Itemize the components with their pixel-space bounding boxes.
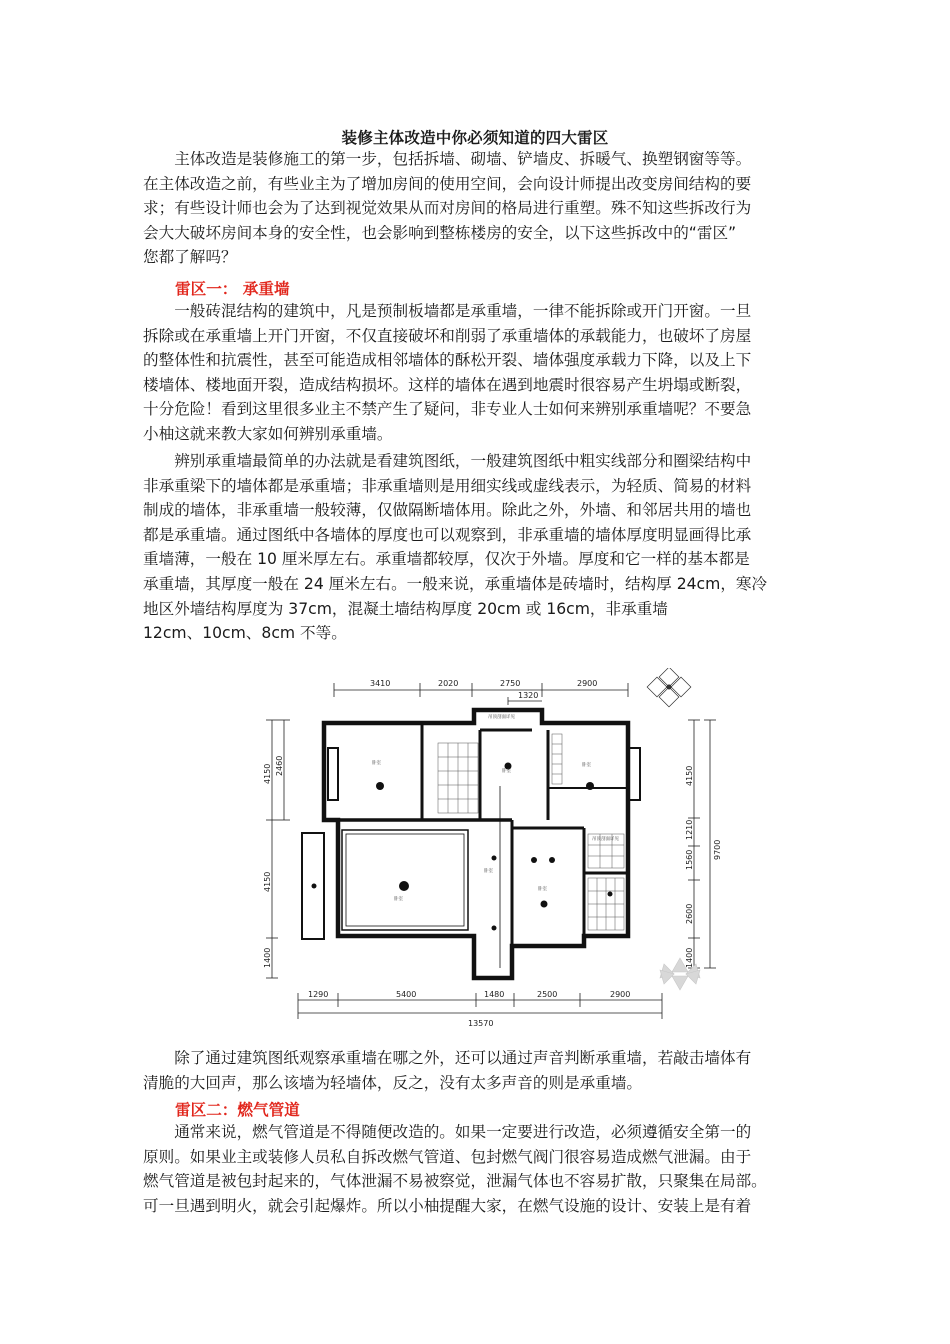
page-title: 装修主体改造中你必须知道的四大雷区	[341, 129, 609, 147]
dim-label: 1210	[685, 819, 694, 840]
floor-plan-drawing	[262, 668, 728, 1028]
text-line: 小柚这就来教大家如何辨别承重墙。	[143, 424, 393, 443]
dim-label: 4150	[685, 765, 694, 786]
room-label: 卧室	[502, 769, 511, 774]
dim-label: 2900	[577, 679, 598, 688]
compass-icon	[647, 668, 691, 707]
room-label: 卧室	[538, 887, 547, 892]
room-labels	[372, 713, 619, 902]
dim-label: 4150	[263, 871, 272, 892]
section1-paragraph-2	[143, 449, 809, 646]
text-line: 都是承重墙。通过图纸中各墙体的厚度也可以观察到，非承重墙的墙体厚度明显画得比承	[143, 525, 752, 544]
dim-label: 3410	[370, 679, 391, 688]
dim-label: 1560	[685, 849, 694, 870]
text-line: 制成的墙体，非承重墙一般较薄，仅做隔断墙体用。除此之外，外墙、和邻居共用的墙也	[143, 501, 752, 520]
dimension-lines	[266, 683, 716, 1019]
text-line: 您都了解吗？	[143, 248, 237, 267]
text-line: 拆除或在承重墙上开门开窗，不仅直接破坏和削弱了承重墙体的承载能力，也破坏了房屋	[143, 326, 752, 345]
section2-paragraph-1	[143, 1120, 809, 1218]
text-line: 重墙薄，一般在 10 厘米厚左右。承重墙都较厚，仅次于外墙。厚度和它一样的基本都是	[143, 550, 750, 569]
dim-label: 2500	[537, 990, 558, 999]
text-line: 清脆的大回声，那么该墙为轻墙体，反之，没有太多声音的则是承重墙。	[143, 1073, 643, 1092]
dim-label: 2600	[685, 903, 694, 924]
text-line: 会大大破坏房间本身的安全性，也会影响到整栋楼房的安全，以下这些拆改中的“雷区”	[143, 223, 737, 242]
text-line: 辨别承重墙最简单的办法就是看建筑图纸，一般建筑图纸中粗实线部分和圈梁结构中	[174, 452, 752, 470]
text-line: 地区外墙结构厚度为 37cm，混凝土墙结构厚度 20cm 或 16cm，非承重墙	[143, 599, 668, 618]
text-line: 求；有些设计师也会为了达到视觉效果从而对房间的格局进行重塑。殊不知这些拆改行为	[143, 199, 752, 218]
text-line: 的整体性和抗震性，甚至可能造成相邻墙体的酥松开裂、墙体强度承载力下降，以及上下	[143, 351, 752, 370]
section1-paragraph-3	[143, 1046, 809, 1095]
dim-label: 2900	[610, 990, 631, 999]
text-line: 在主体改造之前，有些业主为了增加房间的使用空间，会向设计师提出改变房间结构的要	[143, 174, 752, 193]
walls	[302, 710, 640, 978]
intro-paragraph	[143, 147, 809, 270]
note-label: 吊顶剖面详见	[488, 715, 515, 720]
text-line: 承重墙，其厚度一般在 24 厘米左右。一般来说，承重墙体是砖墙时，结构厚 24cm，寒冷	[143, 574, 768, 593]
dim-label: 4150	[263, 763, 272, 784]
dim-label: 1400	[263, 947, 272, 968]
dim-label: 1400	[685, 947, 694, 968]
dim-label: 2460	[275, 755, 284, 776]
dim-label: 1480	[484, 990, 505, 999]
dim-label: 13570	[468, 1019, 494, 1028]
dim-label: 9700	[713, 839, 722, 860]
text-line: 通常来说，燃气管道是不得随便改造的。如果一定要进行改造，必须遵循安全第一的	[174, 1123, 752, 1141]
text-line: 除了通过建筑图纸观察承重墙在哪之外，还可以通过声音判断承重墙，若敲击墙体有	[174, 1049, 752, 1067]
text-line: 十分危险！看到这里很多业主不禁产生了疑问，非专业人士如何来辨别承重墙呢？不要急	[143, 400, 752, 419]
text-line: 非承重梁下的墙体都是承重墙；非承重墙则是用细实线或虚线表示，为轻质、简易的材料	[143, 476, 752, 495]
note-label: 吊顶剖面详见	[592, 837, 619, 842]
dim-label: 1290	[308, 990, 329, 999]
room-label: 卧室	[484, 869, 493, 874]
section1-paragraph-1	[143, 299, 809, 447]
dim-label: 2750	[500, 679, 521, 688]
dim-label: 1320	[518, 691, 539, 700]
section2-heading: 雷区二：燃气管道	[175, 1101, 300, 1119]
dim-label: 2020	[438, 679, 459, 688]
text-line: 可一旦遇到明火，就会引起爆炸。所以小柚提醒大家，在燃气设施的设计、安装上是有着	[143, 1196, 752, 1215]
text-line: 12cm、10cm、8cm 不等。	[143, 624, 347, 643]
text-line: 楼墙体、楼地面开裂，造成结构损坏。这样的墙体在遇到地震时很容易产生坍塌或断裂，	[143, 375, 752, 394]
dim-label: 5400	[396, 990, 417, 999]
tile-grid	[438, 734, 624, 930]
text-line: 燃气管道是被包封起来的，气体泄漏不易被察觉，泄漏气体也不容易扩散，只聚集在局部。	[143, 1172, 767, 1191]
room-label: 卧室	[582, 763, 591, 768]
room-label: 卧室	[372, 761, 381, 766]
text-line: 主体改造是装修施工的第一步，包括拆墙、砌墙、铲墙皮、拆暖气、换塑钢窗等等。	[174, 150, 752, 168]
section1-heading: 雷区一： 承重墙	[175, 280, 290, 298]
text-line: 一般砖混结构的建筑中，凡是预制板墙都是承重墙，一律不能拆除或开门开窗。一旦	[174, 302, 752, 320]
text-line: 原则。如果业主或装修人员私自拆改燃气管道、包封燃气阀门很容易造成燃气泄漏。由于	[143, 1147, 752, 1166]
room-label: 卧室	[394, 897, 403, 902]
